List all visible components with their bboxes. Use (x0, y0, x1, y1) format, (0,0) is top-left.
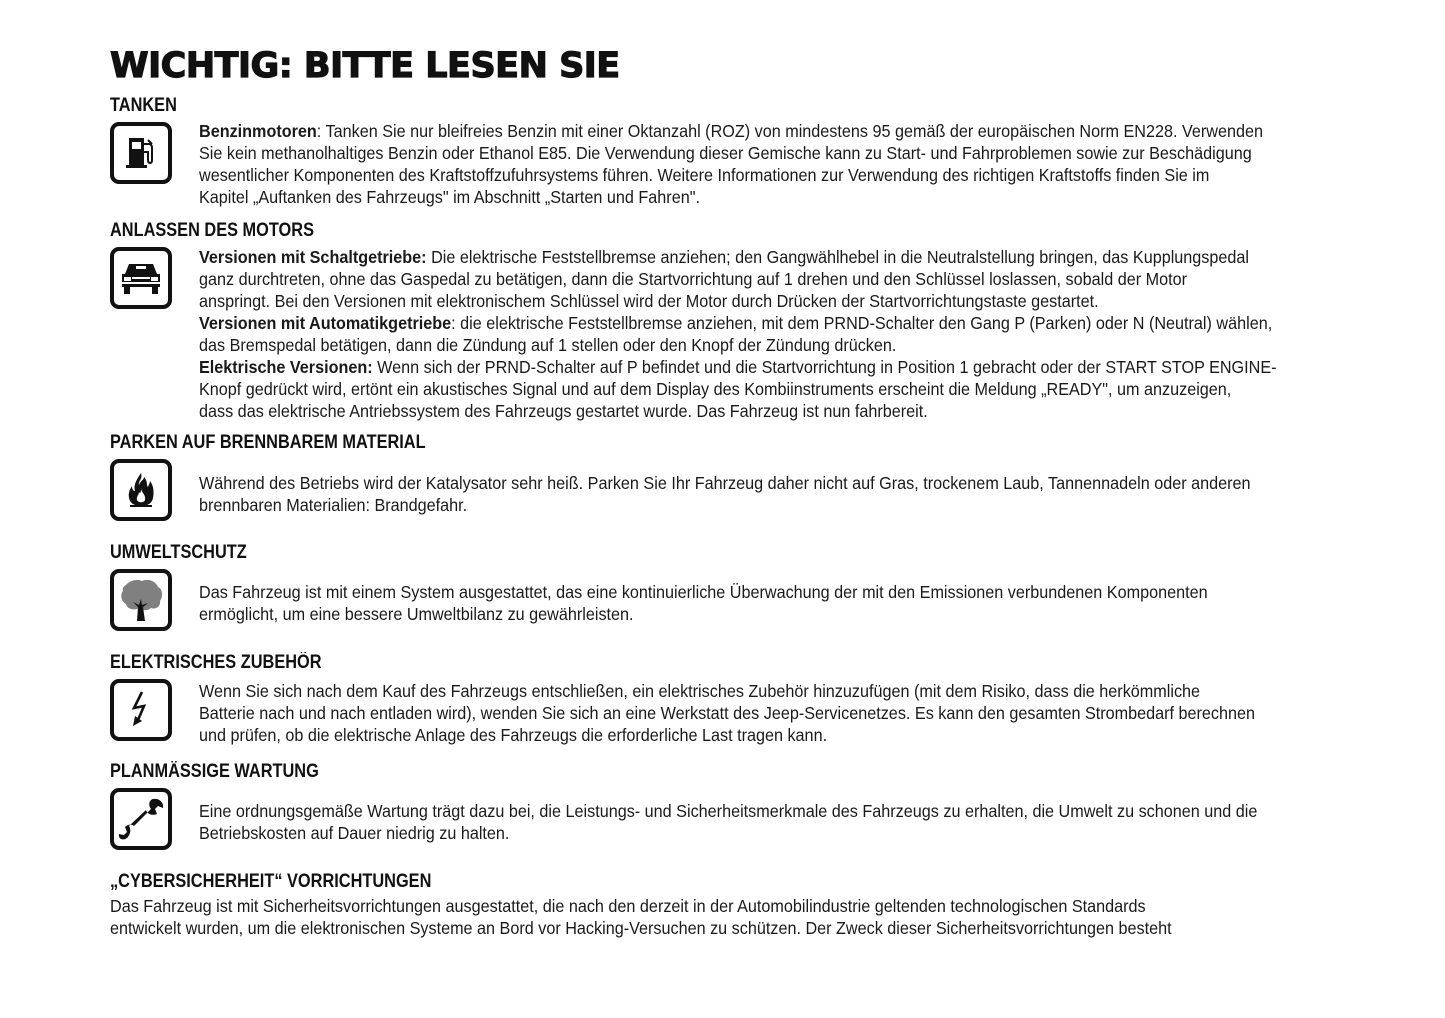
section-heading-umweltschutz: UMWELTSCHUTZ (110, 542, 247, 563)
section-body-parken: Während des Betriebs wird der Katalysator sehr heiß. Parken Sie Ihr Fahrzeug daher nicht auf Gras, trockenem Laub, Tannennadeln oder anderen brennbaren Materialien: Brandgefahr. (199, 473, 1251, 515)
section-body-planmaessige-wartung: Eine ordnungsgemäße Wartung trägt dazu bei, die Leistungs- und Sicherheitsmerkmale des Fahrzeugs zu erhalten, die Umwelt zu schonen und die Betriebskosten auf Dauer niedrig zu halten. (199, 801, 1258, 843)
section-heading-planmaessige-wartung: PLANMÄSSIGE WARTUNG (110, 761, 319, 782)
flame-icon (110, 459, 172, 521)
section-body-cybersicherheit: Das Fahrzeug ist mit Sicherheitsvorrichtungen ausgestattet, die nach den derzeit in der Automobilindustrie geltenden technologischen Standards entwickelt wurden, um die elektronischen Systeme an Bord vor Hacking-Versuchen zu schützen. Der Zweck dieser Sicherheitsvorrichtungen besteht (110, 896, 1172, 938)
section-heading-anlassen: ANLASSEN DES MOTORS (110, 220, 314, 241)
car-front-icon (110, 247, 172, 309)
tree-icon (110, 569, 172, 631)
section-heading-cybersicherheit: „CYBERSICHERHEIT“ VORRICHTUNGEN (110, 871, 432, 892)
wrench-icon (110, 788, 172, 850)
section-body-elektrisches-zubehoer: Wenn Sie sich nach dem Kauf des Fahrzeugs entschließen, ein elektrisches Zubehör hinzuzufügen (mit dem Risiko, dass die herkömmliche Batterie nach und nach entladen wird), wenden Sie sich an eine Werkstatt des Jeep-Servicenetzes. Es kann den gesamten Strombedarf berechnen und prüfen, ob die elektrische Anlage des Fahrzeugs die erforderliche Last tragen kann. (199, 681, 1256, 745)
lightning-bolt-icon (110, 679, 172, 741)
fuel-pump-icon (110, 122, 172, 184)
section-heading-elektrisches-zubehoer: ELEKTRISCHES ZUBEHÖR (110, 652, 322, 673)
section-heading-parken: PARKEN AUF BRENNBAREM MATERIAL (110, 432, 426, 453)
section-body-anlassen: Versionen mit Schaltgetriebe: Die elektrische Feststellbremse anziehen; den Gangwählhebel in die Neutralstellung bringen, das Kupplungspedal ganz durchtreten, ohne das Gaspedal zu betätigen, dann die Startvorrichtung auf 1 drehen und den Schlüssel loslassen, sobald der Motor anspringt. Bei den Versionen mit elektronischem Schlüssel wird der Motor durch Drücken der Startvorrichtungstaste gestartet. Versionen mit Automatikgetriebe: die elektrische Feststellbremse anziehen, mit dem PRND-Schalter den Gang P (Parken) oder N (Neutral) wählen, das Bremspedal betätigen, dann die Zündung auf 1 stellen oder den Knopf der Zündung drücken. Elektrische Versionen: Wenn sich der PRND-Schalter auf P befindet und die Startvorrichtung in Position 1 gebracht oder der START STOP ENGINE- Knopf gedrückt wird, ertönt ein akustisches Signal und auf dem Display des Kombiinstruments erscheint die Meldung „READY", um anzuzeigen, dass das elektrische Antriebssystem des Fahrzeugs gestartet wurde. Das Fahrzeug ist nun fahrbereit. (199, 247, 1277, 421)
section-body-tanken: Benzinmotoren: Tanken Sie nur bleifreies Benzin mit einer Oktanzahl (ROZ) von mindestens 95 gemäß der europäischen Norm EN228. Verwenden Sie kein methanolhaltiges Benzin oder Ethanol E85. Die Verwendung dieser Gemische kann zu Start- und Fahrproblemen sowie zur Beschädigung wesentlicher Komponenten des Kraftstoffzufuhrsystems führen. Weitere Informationen zur Verwendung des richtigen Kraftstoffs finden Sie im Kapitel „Auftanken des Fahrzeugs" im Abschnitt „Starten und Fahren". (199, 121, 1263, 207)
page-title: WICHTIG: BITTE LESEN SIE (110, 46, 620, 86)
section-body-umweltschutz: Das Fahrzeug ist mit einem System ausgestattet, das eine kontinuierliche Überwachung der mit den Emissionen verbundenen Komponenten ermöglicht, um eine bessere Umweltbilanz zu gewährleisten. (199, 582, 1208, 624)
section-heading-tanken: TANKEN (110, 95, 177, 116)
